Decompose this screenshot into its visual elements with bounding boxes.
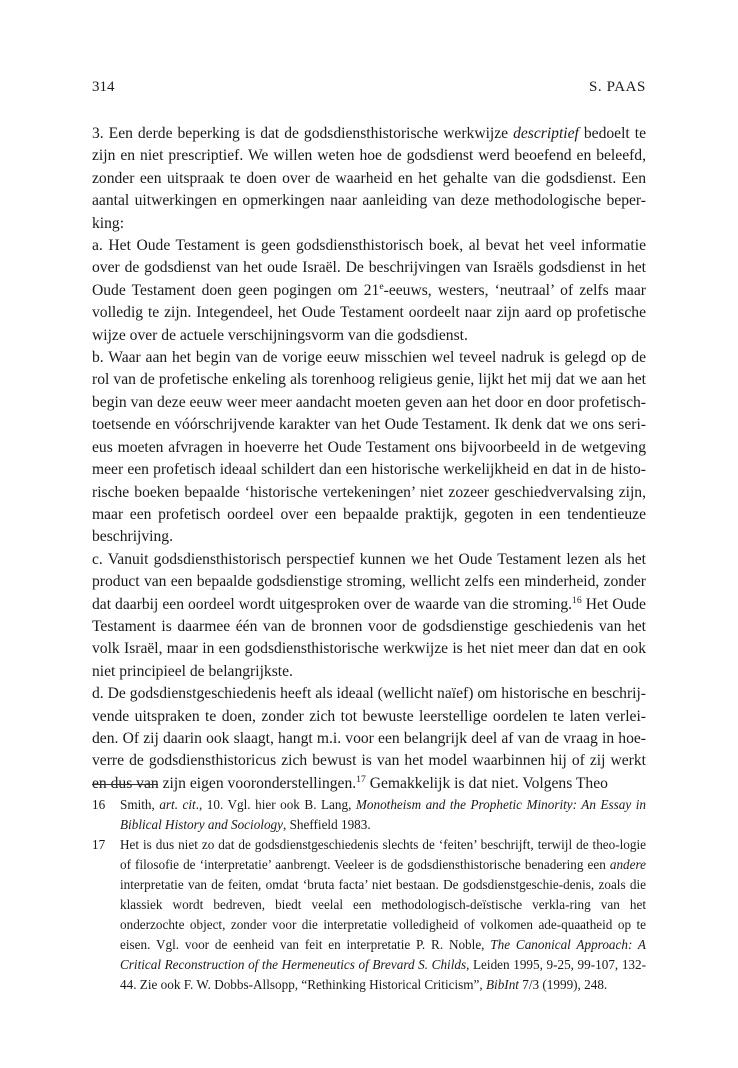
footnotes xyxy=(92,795,646,995)
footnote-text: Smith, art. cit., 10. Vgl. hier ook B. Lang, Monotheism and the Prophetic Minority: An Essay in Biblical History and Sociology, Sheffield 1983. xyxy=(120,797,646,832)
footnote-divider xyxy=(92,784,158,785)
page-number: 314 xyxy=(92,79,115,95)
paragraph-a: a. Het Oude Testament is geen godsdiensthistorisch boek, al bevat het veel informatie over de godsdienst van het oude Israël. De beschrijvingen van Israëls godsdienst in het Oude Testament doen geen pogingen om 21e-eeuws, westers, ‘neutraal’ of zelfs maar volledig te zijn. Integendeel, het Oude Testament oordeelt naar zijn aard op profetische wijze over de actuele verschijningsvorm van die godsdienst. xyxy=(92,237,646,344)
paragraph-c: c. Vanuit godsdiensthistorisch perspectief kunnen we het Oude Testament lezen als het product van een bepaalde godsdienstige stroming, wellicht zelfs een minderheid, zonder dat daarbij een oordeel wordt uitgesproken over de waarde van die stroming.$^{16}$ Het Oude Testament is daarmee één van de bronnen voor de godsdienstige geschiedenis van het volk Israël, maar in een godsdiensthistorische werkwijze is het niet meer dan dat en ook niet principieel de belangrijkste. xyxy=(92,550,646,680)
paragraph-d: d. De godsdienstgeschiedenis heeft als ideaal (wellicht naïef) om historische en beschrij-vende uitspraken te doen, zonder zich tot bewuste leerstellige oordelen te laten verlei-den. Of zij daarin ook slaagt, hangt m.i. voor een belangrijk deel af van de vraag in hoe-verre de godsdiensthistoricus zich bewust is van het model waarbinnen hij of zij werkt en dus van zijn eigen vooronderstellingen.$^{17}$ Gemakkelijk is dat niet. Volgens Theo xyxy=(92,685,646,792)
footnote-16 xyxy=(92,795,646,835)
footnote-17 xyxy=(92,835,646,995)
emphasis-descriptief: descriptief xyxy=(513,125,579,142)
paragraph-3: 3. Een derde beperking is dat de godsdiensthistorische werkwijze descriptief bedoelt te zijn en niet prescriptief. We willen weten hoe de godsdienst werd beoefend en beleefd, zonder een uitspraak te doen over de waarheid en het gehalte van die godsdienst. Een aantal uitwerkingen en opmerkingen naar aanleiding van deze methodologische beper-king: xyxy=(92,125,646,232)
paragraph-b: b. Waar aan het begin van de vorige eeuw misschien wel teveel nadruk is gelegd op de rol van de profetische enkeling als torenhoog religieus genie, lijkt het mij dat we aan het begin van deze eeuw weer meer aandacht moeten geven aan het door en door profetisch-toetsende en vóórschrijvende karakter van het Oude Testament. Ik denk dat we ons seri-eus moeten afvragen in hoeverre het Oude Testament ons bijvoorbeeld in de wetgeving meer een profetisch ideaal schildert dan een historische werkelijkheid en dat in de histo-rische boeken bepaalde ‘historische vertekeningen’ niet zozeer geschiedvervalsing zijn, maar een profetisch oordeel over een bepaalde praktijk, gegoten in een tendentieuze beschrijving. xyxy=(92,349,646,546)
footnote-ref-16[interactable]: 16 xyxy=(572,594,582,606)
ordinal-superscript: e xyxy=(379,280,384,292)
footnote-number: 16 xyxy=(92,797,106,812)
footnote-text: Het is dus niet zo dat de godsdienstgeschiedenis slechts de ‘feiten’ beschrijft, terwijl de theo-logie of filosofie de ‘interpretatie’ aanbrengt. Veeleer is de godsdiensthistorische benadering een andere interpretatie van de feiten, omdat ‘bruta facta’ niet bestaan. De godsdienstgeschie-denis, zoals die klassiek wordt bedreven, biedt veelal een methodologisch-deïstische verkla-ring van het onderzochte object, zonder voor die interpretatie volledigheid of volkomen ade-quaatheid op te eisen. Vgl. voor de eenheid van feit en interpretatie P. R. Noble, The Canonical Approach: A Critical Reconstruction of the Hermeneutics of Brevard S. Childs, Leiden 1995, 9-25, 99-107, 132-44. Zie ook F. W. Dobbs-Allsopp, “Rethinking Historical Criticism”, BibInt 7/3 (1999), 248. xyxy=(120,837,646,992)
body-text xyxy=(92,123,646,795)
footnote-number: 17 xyxy=(92,837,106,852)
footnote-ref-17[interactable]: 17 xyxy=(356,773,366,785)
page-header xyxy=(92,79,646,96)
running-head: S. PAAS xyxy=(588,79,646,95)
